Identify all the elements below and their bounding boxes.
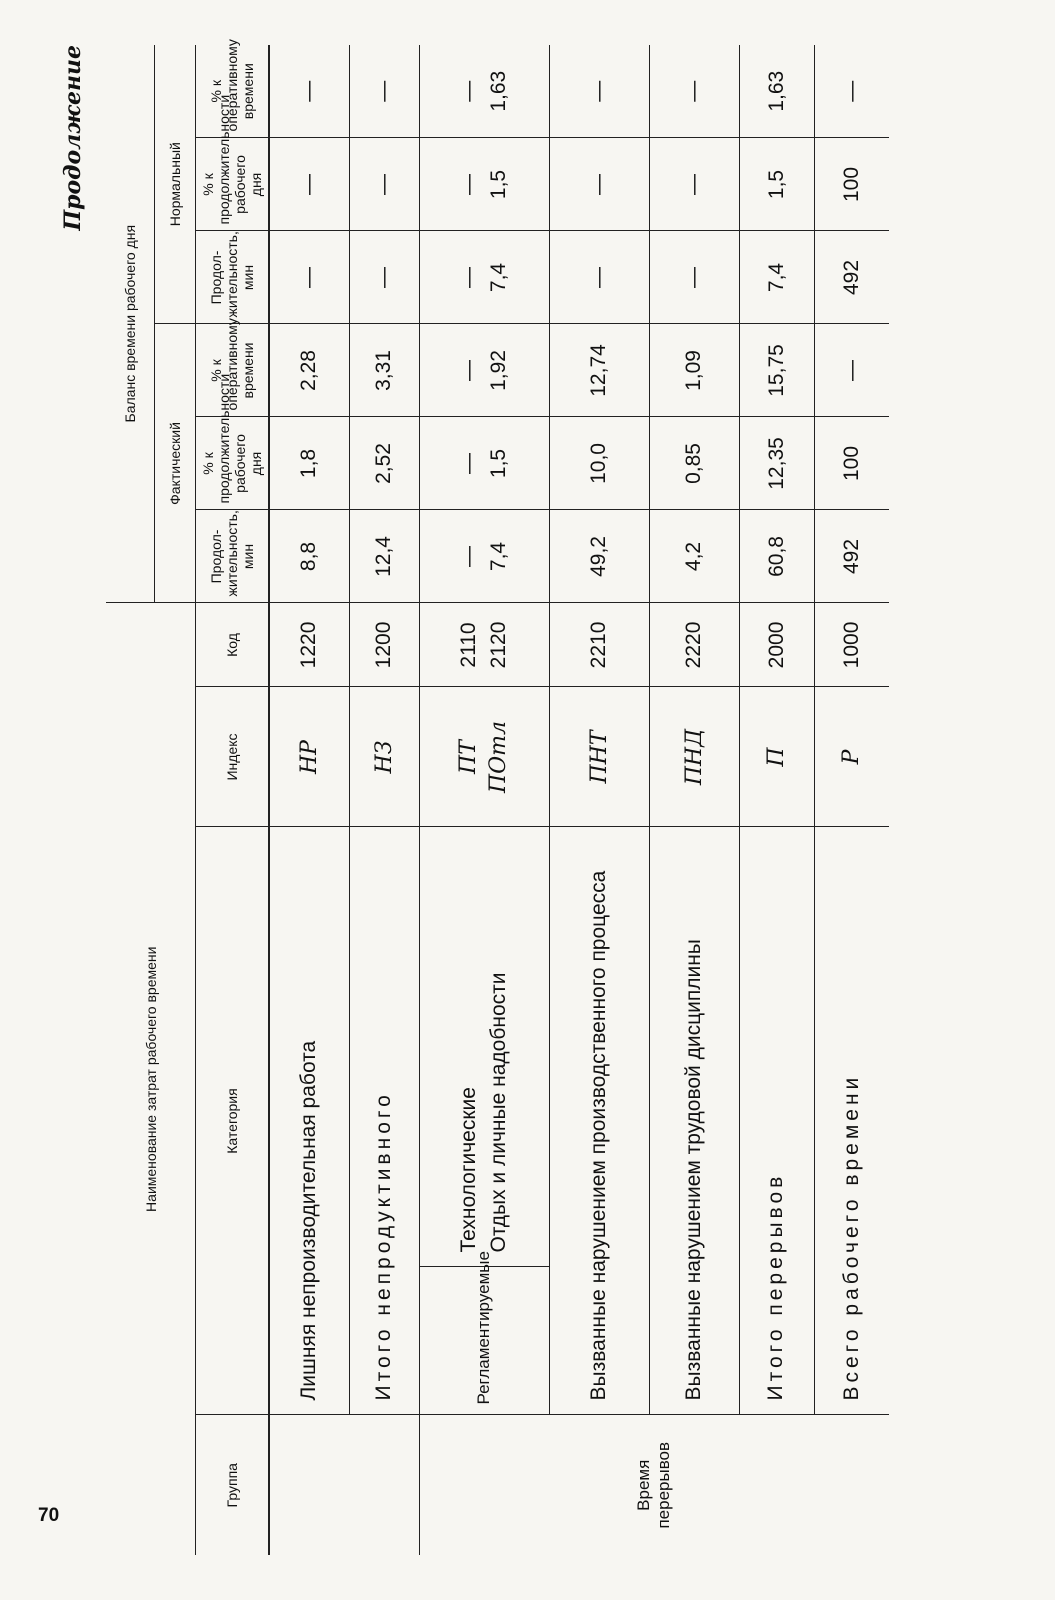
value-cell: 3,31 xyxy=(349,324,419,417)
code-cell: 1200 xyxy=(349,603,419,687)
table-row xyxy=(269,45,349,1555)
value-cell: — 1,92 xyxy=(419,324,549,417)
page-number: 70 xyxy=(38,1505,60,1526)
code-cell: 1000 xyxy=(814,603,889,687)
value-cell: 100 xyxy=(814,138,889,231)
header-actual-pct-day: % к продолжительности рабочего дня xyxy=(196,417,270,510)
header-normal-pct-day: % к продолжительности рабочего дня xyxy=(196,138,270,231)
value-cell: 492 xyxy=(814,510,889,603)
category-cell: Вызванные нарушением трудовой дисциплины xyxy=(649,827,739,1415)
value-cell: — 1,63 xyxy=(419,45,549,138)
value-cell: 1,8 xyxy=(269,417,349,510)
value-cell: — xyxy=(549,138,649,231)
reglament-label: Регламентируемые xyxy=(419,1267,549,1415)
value-cell: — xyxy=(549,45,649,138)
value-cell: — xyxy=(549,231,649,324)
index-cell: Р xyxy=(814,687,889,827)
work-time-balance-table xyxy=(106,39,889,1555)
rotated-table-page xyxy=(60,39,1020,1555)
value-cell: 60,8 xyxy=(739,510,814,603)
category-cell: Итого перерывов xyxy=(739,827,814,1415)
group-label: Время перерывов xyxy=(634,1441,674,1529)
index-cell: ПНД xyxy=(649,687,739,827)
category-cell: Технологические Отдых и личные надобности xyxy=(419,827,549,1267)
header-normal-duration: Продол-жительность, мин xyxy=(196,231,270,324)
table-row xyxy=(549,45,649,1555)
value-cell: 4,2 xyxy=(649,510,739,603)
header-actual-pct-oper: % к оперативному времени xyxy=(196,324,270,417)
value-cell: 15,75 xyxy=(739,324,814,417)
value-cell: — xyxy=(814,324,889,417)
table-row xyxy=(419,45,549,1555)
value-cell: 1,09 xyxy=(649,324,739,417)
value-cell: 12,35 xyxy=(739,417,814,510)
value-cell: — xyxy=(649,231,739,324)
value-cell: — xyxy=(349,138,419,231)
value-cell: 2,52 xyxy=(349,417,419,510)
value-cell: — 7,4 xyxy=(419,510,549,603)
index-cell: ПНТ xyxy=(549,687,649,827)
index-cell: ПТ ПОтл xyxy=(419,687,549,827)
value-cell: — xyxy=(649,138,739,231)
value-cell: 8,8 xyxy=(269,510,349,603)
header-code: Код xyxy=(196,603,270,687)
header-balance: Баланс времени рабочего дня xyxy=(106,45,155,603)
value-cell: 1,5 xyxy=(739,138,814,231)
code-cell: 2220 xyxy=(649,603,739,687)
value-cell: — 1,5 xyxy=(419,417,549,510)
value-cell: — xyxy=(269,231,349,324)
value-cell: — xyxy=(814,45,889,138)
header-normal-pct-oper: % к оперативному времени xyxy=(196,45,270,138)
value-cell: 1,63 xyxy=(739,45,814,138)
value-cell: 12,4 xyxy=(349,510,419,603)
value-cell: 12,74 xyxy=(549,324,649,417)
value-cell: — xyxy=(349,231,419,324)
index-cell: НР xyxy=(269,687,349,827)
index-cell: НЗ xyxy=(349,687,419,827)
table-row xyxy=(349,45,419,1555)
value-cell: — xyxy=(269,138,349,231)
continuation-label: Продолжение xyxy=(60,45,86,231)
value-cell: 100 xyxy=(814,417,889,510)
header-normal: Нормальный xyxy=(155,45,196,324)
code-cell: 1220 xyxy=(269,603,349,687)
header-group: Группа xyxy=(196,1415,270,1555)
header-index: Индекс xyxy=(196,687,270,827)
code-cell: 2000 xyxy=(739,603,814,687)
value-cell: 0,85 xyxy=(649,417,739,510)
value-cell: 10,0 xyxy=(549,417,649,510)
category-cell: Вызванные нарушением производственного процесса xyxy=(549,827,649,1415)
header-actual: Фактический xyxy=(155,324,196,603)
category-cell: Итого непродуктивного xyxy=(349,827,419,1415)
table-row xyxy=(814,45,889,1555)
code-cell: 2210 xyxy=(549,603,649,687)
header-actual-duration: Продол-жительность, мин xyxy=(196,510,270,603)
value-cell: — xyxy=(649,45,739,138)
category-cell: Лишняя непроизводительная работа xyxy=(269,827,349,1415)
value-cell: 49,2 xyxy=(549,510,649,603)
header-cost-names: Наименование затрат рабочего времени xyxy=(106,603,196,1555)
value-cell: 7,4 xyxy=(739,231,814,324)
value-cell: — xyxy=(349,45,419,138)
table-row xyxy=(649,45,739,1555)
value-cell: 2,28 xyxy=(269,324,349,417)
value-cell: — 7,4 xyxy=(419,231,549,324)
table-row xyxy=(739,45,814,1555)
value-cell: — 1,5 xyxy=(419,138,549,231)
value-cell: 492 xyxy=(814,231,889,324)
index-cell: П xyxy=(739,687,814,827)
value-cell: — xyxy=(269,45,349,138)
code-cell: 2110 2120 xyxy=(419,603,549,687)
category-cell: Всего рабочего времени xyxy=(814,827,889,1415)
header-category: Категория xyxy=(196,827,270,1415)
